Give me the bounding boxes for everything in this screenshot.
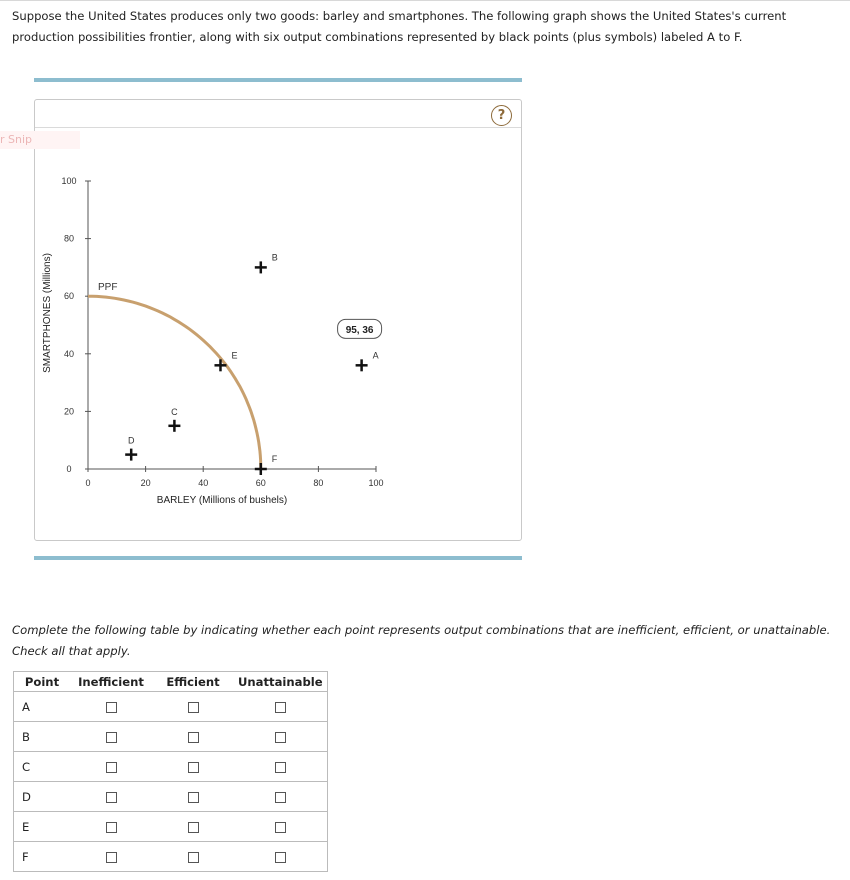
table-row [14, 692, 328, 722]
x-tick-label: 40 [198, 478, 209, 488]
efficient-checkbox[interactable] [188, 852, 199, 863]
unattainable-checkbox[interactable] [275, 702, 286, 713]
point-d[interactable] [125, 436, 137, 461]
x-tick-label: 60 [255, 478, 266, 488]
table-row [14, 812, 328, 842]
point-label: C [171, 406, 178, 417]
inefficient-cell [70, 842, 152, 872]
point-label: F [271, 454, 278, 464]
point-c[interactable] [168, 407, 180, 432]
point-name-cell: A [14, 692, 71, 722]
point-label: D [127, 435, 135, 446]
ppf-label: PPF [98, 282, 118, 294]
point-f[interactable] [255, 454, 278, 475]
header-inefficient: Inefficient [70, 672, 152, 692]
y-tick-label: 100 [61, 176, 77, 186]
classification-table [13, 671, 328, 872]
efficient-cell [152, 812, 234, 842]
point-b[interactable] [255, 252, 278, 273]
y-tick-label: 0 [66, 464, 72, 474]
efficient-cell [152, 692, 234, 722]
point-a[interactable] [356, 350, 379, 371]
table-header-row [14, 672, 328, 692]
point-name-cell: C [14, 752, 71, 782]
inefficient-checkbox[interactable] [106, 762, 117, 773]
inefficient-cell [70, 692, 152, 722]
inefficient-checkbox[interactable] [106, 822, 117, 833]
inefficient-cell [70, 782, 152, 812]
intro-text: Suppose the United States produces only two goods: barley and smartphones. The following graph shows the United States's current production possibilities frontier, along with six output combinations represented by black points (plus symbols) labeled A to F. [12, 9, 787, 44]
table-row [14, 722, 328, 752]
unattainable-cell [234, 752, 327, 782]
y-tick-label: 20 [63, 406, 75, 417]
table-row [14, 752, 328, 782]
efficient-checkbox[interactable] [188, 732, 199, 743]
inefficient-checkbox[interactable] [106, 792, 117, 803]
point-label: E [231, 350, 238, 361]
inefficient-checkbox[interactable] [106, 702, 117, 713]
snip-overlay-label: r Snip [0, 131, 80, 149]
point-name-cell: E [14, 812, 71, 842]
efficient-checkbox[interactable] [188, 822, 199, 833]
efficient-checkbox[interactable] [188, 702, 199, 713]
unattainable-cell [234, 722, 327, 752]
header-efficient: Efficient [152, 672, 234, 692]
x-axis-label: BARLEY (Millions of bushels) [156, 495, 288, 506]
table-row [14, 782, 328, 812]
tooltip-text: 95, 36 [345, 324, 374, 336]
inefficient-checkbox[interactable] [106, 852, 117, 863]
inefficient-cell [70, 722, 152, 752]
question-text: Complete the following table by indicating whether each point represents output combinations that are inefficient, efficient, or unattainable. Check all that apply. [12, 623, 831, 658]
efficient-cell [152, 752, 234, 782]
point-label: B [271, 252, 278, 263]
unattainable-cell [234, 842, 327, 872]
point-name-cell: F [14, 842, 71, 872]
unattainable-checkbox[interactable] [275, 792, 286, 803]
efficient-cell [152, 782, 234, 812]
y-tick-label: 40 [63, 348, 75, 359]
unattainable-checkbox[interactable] [275, 732, 286, 743]
inefficient-cell [70, 812, 152, 842]
unattainable-checkbox[interactable] [275, 762, 286, 773]
x-tick-label: 80 [313, 478, 324, 488]
unattainable-cell [234, 782, 327, 812]
chart-points [125, 252, 378, 475]
point-tooltip [338, 319, 382, 338]
efficient-cell [152, 842, 234, 872]
x-tick-label: 100 [368, 478, 384, 488]
efficient-checkbox[interactable] [188, 792, 199, 803]
unattainable-checkbox[interactable] [275, 822, 286, 833]
unattainable-cell [234, 692, 327, 722]
chart-axes [61, 176, 383, 488]
point-label: A [372, 350, 379, 361]
inefficient-cell [70, 752, 152, 782]
point-name-cell: B [14, 722, 71, 752]
x-tick-label: 20 [140, 478, 151, 488]
unattainable-checkbox[interactable] [275, 852, 286, 863]
header-unattainable: Unattainable [234, 672, 327, 692]
point-name-cell: D [14, 782, 71, 812]
table-body [14, 692, 328, 872]
y-tick-label: 80 [63, 233, 75, 244]
efficient-checkbox[interactable] [188, 762, 199, 773]
efficient-cell [152, 722, 234, 752]
ppf-curve [88, 296, 261, 469]
unattainable-cell [234, 812, 327, 842]
header-point: Point [14, 672, 71, 692]
help-icon[interactable]: ? [491, 105, 512, 126]
inefficient-checkbox[interactable] [106, 732, 117, 743]
x-tick-label: 0 [85, 478, 91, 488]
table-row [14, 842, 328, 872]
y-tick-label: 60 [63, 291, 75, 302]
y-axis-label: SMARTPHONES (Millions) [42, 253, 53, 373]
